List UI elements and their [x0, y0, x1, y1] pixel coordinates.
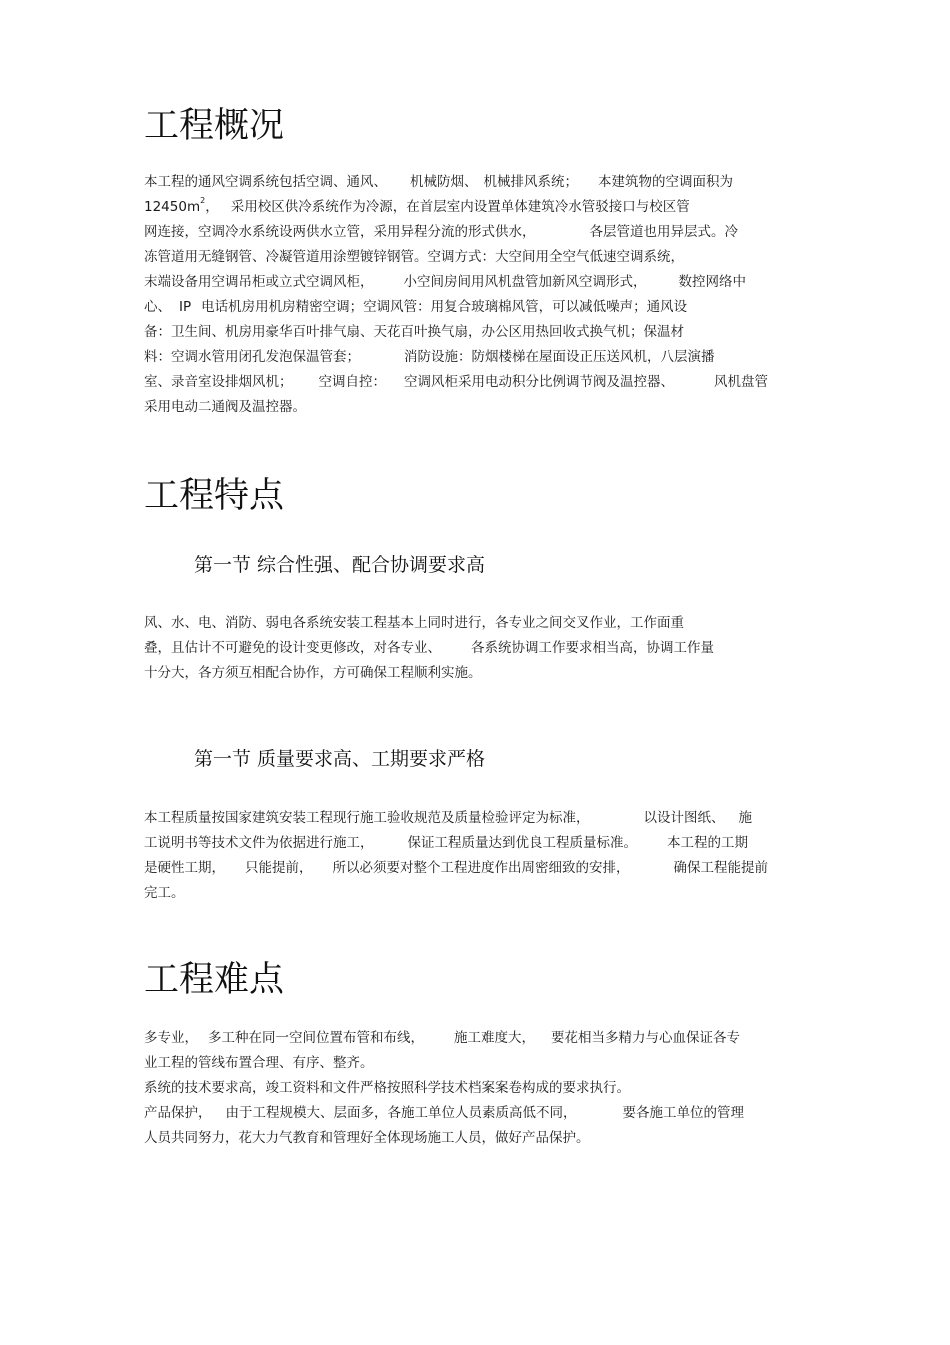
text-segment: 是硬性工期， — [144, 860, 225, 876]
text-segment: IP — [179, 299, 192, 315]
text-segment: 只能提前， — [245, 860, 313, 876]
text-segment: 产品保护， — [144, 1105, 212, 1121]
text-segment: 空调风柜采用电动积分比例调节阀及温控器、 — [404, 374, 674, 390]
text-segment: 以设计图纸、 — [643, 810, 725, 826]
difficulties-paragraph — [144, 1026, 744, 1151]
text-segment: 本工程质量按国家建筑安装工程现行施工验收规范及质量检验评定为标准， — [144, 810, 590, 826]
text-line — [144, 806, 768, 831]
text-segment: 各系统协调工作要求相当高，协调工作量 — [471, 640, 714, 656]
subsection-heading: 第一节 质量要求高、工期要求严格 — [194, 748, 486, 770]
text-line — [144, 611, 714, 636]
text-line — [144, 856, 768, 881]
text-segment: ， — [205, 199, 219, 215]
text-line — [144, 661, 714, 686]
subsection-heading: 第一节 综合性强、配合协调要求高 — [194, 554, 486, 576]
superscript: 2 — [200, 196, 206, 205]
text-line — [144, 1126, 744, 1151]
text-segment: 由于工程规模大、层面多，各施工单位人员素质高低不同， — [225, 1105, 577, 1121]
text-segment: 风、水、电、消防、弱电各系统安装工程基本上同时进行，各专业之间交叉作业，工作面重 — [144, 615, 684, 631]
text-line — [144, 195, 768, 220]
text-segment: 工说明书等技术文件为依据进行施工， — [144, 835, 374, 851]
text-line — [144, 636, 714, 661]
text-segment: 施工难度大， — [454, 1030, 535, 1046]
text-line — [144, 220, 768, 245]
text-segment: 机械防烟、 — [410, 174, 478, 190]
text-segment: 料：空调水管用闭孔发泡保温管套； — [144, 349, 360, 365]
features-paragraph-1 — [144, 611, 714, 686]
text-line — [144, 170, 768, 195]
text-segment: 人员共同努力，花大力气教育和管理好全体现场施工人员，做好产品保护。 — [144, 1130, 590, 1146]
text-segment: 室、录音室设排烟风机； — [144, 374, 293, 390]
text-segment: 十分大，各方须互相配合协作，方可确保工程顺利实施。 — [144, 665, 482, 681]
text-segment: 要各施工单位的管理 — [622, 1105, 744, 1121]
text-segment: 电话机房用机房精密空调；空调风管：用复合玻璃棉风管，可以减低噪声；通风设 — [201, 299, 688, 315]
text-segment: 要花相当多精力与心血保证各专 — [551, 1030, 740, 1046]
text-segment: 采用电动二通阀及温控器。 — [144, 399, 306, 415]
section-heading-overview: 工程概况 — [144, 106, 285, 146]
text-line — [144, 320, 768, 345]
text-segment: 保证工程质量达到优良工程质量标准。 — [407, 835, 637, 851]
text-line — [144, 881, 768, 906]
text-segment: 小空间房间用风机盘管加新风空调形式， — [403, 274, 647, 290]
text-line — [144, 345, 768, 370]
text-segment: 机械排风系统； — [483, 174, 578, 190]
text-segment: 冻管道用无缝钢管、冷凝管道用涂塑镀锌钢管。空调方式：大空间用全空气低速空调系统， — [144, 249, 684, 265]
text-segment: 业工程的管线布置合理、有序、整齐。 — [144, 1055, 374, 1071]
text-line — [144, 1076, 744, 1101]
text-segment: 12450m — [144, 199, 201, 215]
text-segment: 风机盘管 — [714, 374, 768, 390]
text-line — [144, 395, 768, 420]
text-segment: 完工。 — [144, 885, 185, 901]
text-line — [144, 1051, 744, 1076]
text-segment: 数控网络中 — [678, 274, 746, 290]
text-segment: 施 — [738, 810, 752, 826]
text-segment: 多工种在同一空间位置布管和布线， — [208, 1030, 424, 1046]
text-segment: 空调自控： — [318, 374, 386, 390]
text-segment: 各层管道也用异层式。冷 — [589, 224, 738, 240]
text-segment: 采用校区供冷系统作为冷源，在首层室内设置单体建筑冷水管驳接口与校区管 — [230, 199, 690, 215]
section-heading-difficulties: 工程难点 — [144, 960, 285, 1000]
text-segment: 网连接，空调冷水系统设两供水立管，采用异程分流的形式供水， — [144, 224, 536, 240]
features-paragraph-2 — [144, 806, 768, 906]
overview-paragraph — [144, 170, 768, 420]
text-line — [144, 1101, 744, 1126]
text-line — [144, 831, 768, 856]
text-line — [144, 1026, 744, 1051]
text-segment: 多专业， — [144, 1030, 198, 1046]
text-segment: 本工程的工期 — [667, 835, 748, 851]
text-segment: 所以必须要对整个工程进度作出周密细致的安排， — [332, 860, 630, 876]
text-segment: 消防设施：防烟楼梯在屋面设正压送风机，八层演播 — [404, 349, 715, 365]
text-segment: 确保工程能提前 — [673, 860, 768, 876]
text-segment: 本建筑物的空调面积为 — [598, 174, 733, 190]
text-line — [144, 270, 768, 295]
text-segment: 心、 — [144, 299, 171, 315]
text-segment: 系统的技术要求高，竣工资料和文件严格按照科学技术档案案卷构成的要求执行。 — [144, 1080, 630, 1096]
text-line — [144, 370, 768, 395]
text-segment: 备：卫生间、机房用豪华百叶排气扇、天花百叶换气扇，办公区用热回收式换气机；保温材 — [144, 324, 684, 340]
text-segment: 末端设备用空调吊柜或立式空调风柜， — [144, 274, 374, 290]
text-line — [144, 245, 768, 270]
text-segment: 叠，且估计不可避免的设计变更修改，对各专业、 — [144, 640, 441, 656]
text-line — [144, 295, 768, 320]
text-segment: 本工程的通风空调系统包括空调、通风、 — [144, 174, 387, 190]
section-heading-features: 工程特点 — [144, 476, 285, 516]
